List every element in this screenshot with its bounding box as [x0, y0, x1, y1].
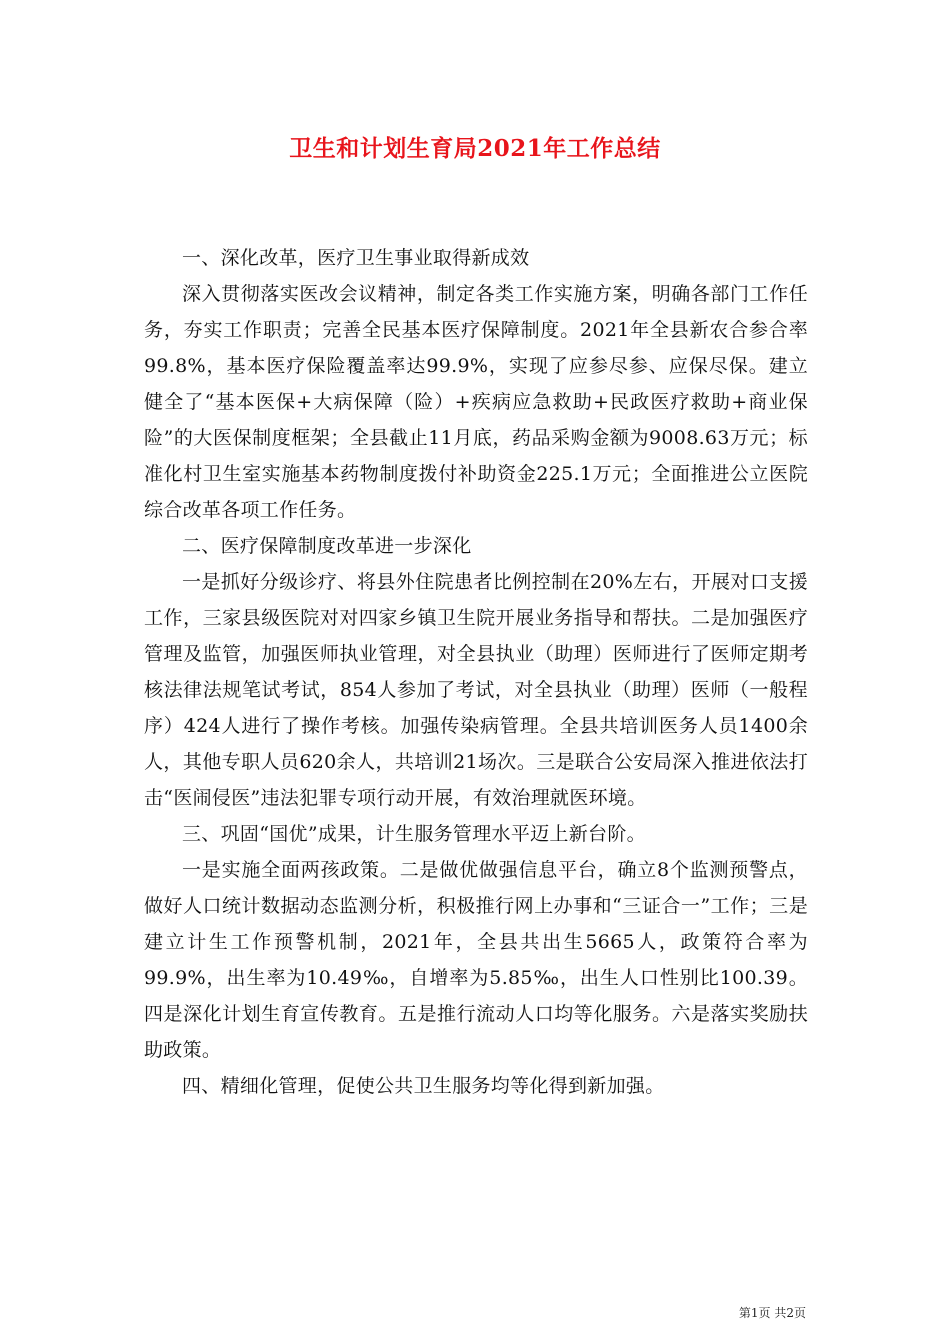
- section-heading-3: 三、巩固“国优”成果，计生服务管理水平迈上新台阶。: [182, 823, 646, 845]
- page-number: 第1页 共2页: [738, 1306, 806, 1320]
- section-paragraph-1: 深入贯彻落实医改会议精神，制定各类工作实施方案，明确各部门工作任务，夯实工作职责；完善全民基本医疗保障制度。2021年全县新农合参合率99.8%，基本医疗保险覆盖率达99.9%，实现了应参尽参、应保尽保。建立健全了“基本医保+大病保障（险）+疾病应急救助+民政医疗救助+商业保险”的大医保制度框架；全县截止11月底，药品采购金额为9008.63万元；标准化村卫生室实施基本药物制度拨付补助资金225.1万元；全面推进公立医院综合改革各项工作任务。: [144, 283, 808, 521]
- document-title: 卫生和计划生育局2021年工作总结: [289, 135, 661, 162]
- section-paragraph-3: 一是实施全面两孩政策。二是做优做强信息平台，确立8个监测预警点，做好人口统计数据动态监测分析，积极推行网上办事和“三证合一”工作；三是建立计生工作预警机制，2021年，全县共出生5665人，政策符合率为99.9%，出生率为10.49‰，自增率为5.85‰，出生人口性别比100.39。四是深化计划生育宣传教育。五是推行流动人口均等化服务。六是落实奖励扶助政策。: [144, 859, 808, 1061]
- section-heading-1: 一、深化改革，医疗卫生事业取得新成效: [182, 247, 530, 269]
- section-paragraph-2: 一是抓好分级诊疗、将县外住院患者比例控制在20%左右，开展对口支援工作，三家县级医院对对四家乡镇卫生院开展业务指导和帮扶。二是加强医疗管理及监管，加强医师执业管理，对全县执业（助理）医师进行了医师定期考核法律法规笔试考试，854人参加了考试，对全县执业（助理）医师（一般程序）424人进行了操作考核。加强传染病管理。全县共培训医务人员1400余人，其他专职人员620余人，共培训21场次。三是联合公安局深入推进依法打击“医闹侵医”违法犯罪专项行动开展，有效治理就医环境。: [144, 571, 808, 809]
- document-body: [144, 240, 808, 1104]
- section-heading-2: 二、医疗保障制度改革进一步深化: [182, 535, 472, 557]
- section-heading-4: 四、精细化管理，促使公共卫生服务均等化得到新加强。: [182, 1075, 665, 1097]
